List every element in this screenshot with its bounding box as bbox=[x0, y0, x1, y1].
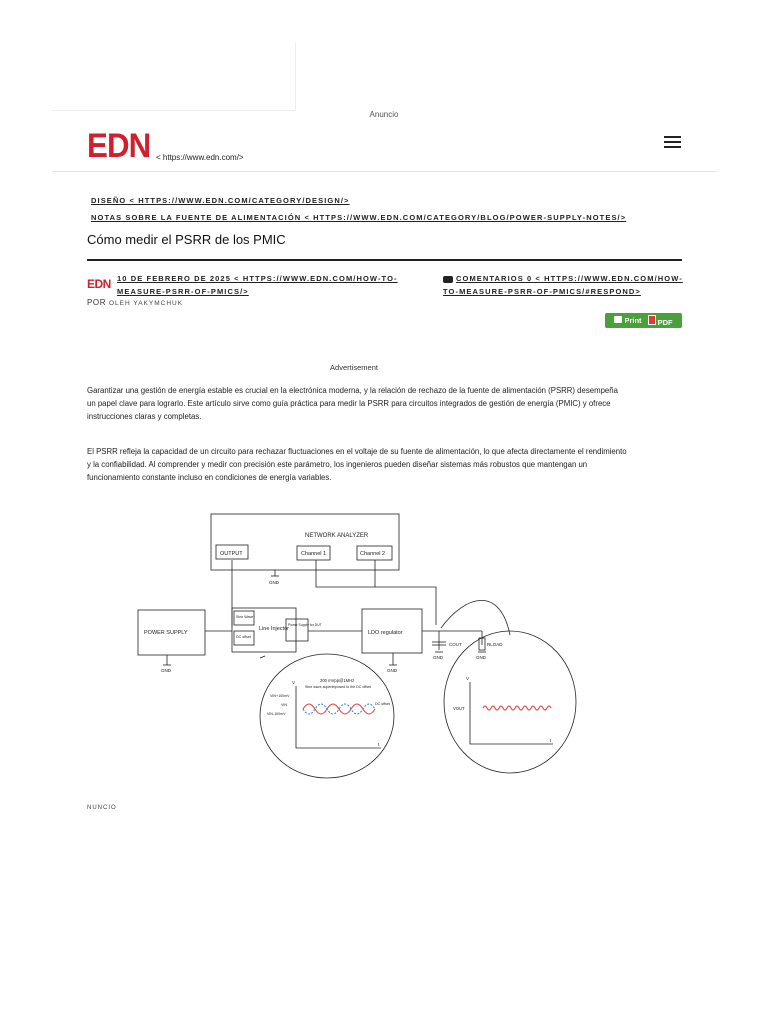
printer-icon bbox=[614, 316, 622, 323]
print-pdf-button[interactable] bbox=[605, 313, 682, 328]
channel2-label: Channel 2 bbox=[360, 551, 386, 557]
psrr-measurement-diagram bbox=[135, 510, 585, 785]
title-divider bbox=[87, 259, 682, 261]
cout-label: COUT bbox=[449, 642, 462, 647]
vout-label: VOUT bbox=[453, 706, 465, 711]
rload-label: RLOAD bbox=[487, 642, 503, 647]
header-divider bbox=[52, 171, 717, 172]
gnd-label-supply: GND bbox=[161, 668, 171, 673]
edn-logo[interactable]: EDN bbox=[87, 127, 151, 165]
vin-label: VIN bbox=[281, 703, 287, 707]
ad-label: Anuncio bbox=[369, 110, 399, 119]
byline-prefix: POR bbox=[87, 298, 107, 307]
output-label: OUTPUT bbox=[220, 551, 243, 557]
hamburger-menu-icon[interactable] bbox=[664, 136, 681, 149]
byline bbox=[87, 298, 183, 307]
gnd-label-analyzer: GND bbox=[269, 580, 279, 585]
footer-ad-label: NUNCIO bbox=[87, 805, 117, 811]
pdf-icon bbox=[648, 315, 656, 325]
left-axis-t: t bbox=[378, 742, 380, 747]
right-axis-t: t bbox=[550, 738, 552, 743]
sine-wave-label: Sine Wave bbox=[236, 615, 254, 619]
dc-offset-box-label: DC offset bbox=[236, 635, 251, 639]
page-title: Cómo medir el PSRR de los PMIC bbox=[87, 232, 286, 247]
gnd-label-cout: GND bbox=[433, 655, 443, 660]
paragraph-2: El PSRR refleja la capacidad de un circuito para rechazar fluctuaciones en el voltaje de su fuente de alimentación, lo que afecta directamente el rendimiento y la confiabilidad. Al comprender y medir con precisión este parámetro, los ingenieros pueden diseñar sistemas más robustos que mantengan un funcionamiento constante incluso en condiciones de energía variables. bbox=[87, 447, 627, 482]
dc-offset-wave-label: DC offset bbox=[375, 702, 390, 706]
comments-link[interactable] bbox=[443, 272, 683, 298]
gnd-label-rload: GND bbox=[476, 655, 486, 660]
comment-icon bbox=[443, 276, 453, 283]
output-waveform-bubble bbox=[444, 631, 576, 773]
author-logo: EDN bbox=[87, 277, 111, 291]
author-name[interactable]: OLEH YAKYMCHUK bbox=[108, 300, 184, 307]
wave-annotation-1: 200 mVpp@1MHz bbox=[320, 678, 355, 683]
wave-annotation-2: Sine wave superimposed to the DC offset bbox=[305, 685, 372, 689]
date-link[interactable]: 10 DE FEBRERO DE 2025 < HTTPS://WWW.EDN.COM/HOW-TO-MEASURE-PSRR-OF-PMICS/> bbox=[117, 274, 398, 296]
pdf-label: PDF bbox=[657, 317, 673, 327]
print-label: Print bbox=[624, 316, 642, 325]
advertisement-label: Advertisement bbox=[330, 363, 378, 372]
power-supply-label: POWER SUPPLY bbox=[144, 630, 188, 636]
vin-max-label: VIN+100mV bbox=[270, 694, 290, 698]
vin-min-label: VIN-100mV bbox=[267, 712, 286, 716]
channel1-label: Channel 1 bbox=[301, 551, 327, 557]
comments-link-text[interactable]: COMENTARIOS 0 < HTTPS://WWW.EDN.COM/HOW-TO-MEASURE-PSRR-OF-PMICS/#RESPOND> bbox=[443, 274, 683, 296]
right-axis-v: V bbox=[466, 676, 470, 681]
breadcrumb-power-supply-notes[interactable]: NOTAS SOBRE LA FUENTE DE ALIMENTACIÓN < HTTPS://WWW.EDN.COM/CATEGORY/BLOG/POWER-SUPPLY-NOTES/> bbox=[91, 213, 627, 222]
ldo-regulator-label: LDO regulator bbox=[368, 630, 403, 636]
logo-link-text[interactable]: < https://www.edn.com/> bbox=[156, 153, 244, 162]
gnd-label-ldo: GND bbox=[387, 668, 397, 673]
ad-slot bbox=[52, 42, 296, 111]
power-supply-dut-label: Power Supply for DUT bbox=[288, 623, 322, 627]
network-analyzer-label: NETWORK ANALYZER bbox=[305, 533, 369, 539]
breadcrumb-design[interactable]: DISEÑO < HTTPS://WWW.EDN.COM/CATEGORY/DESIGN/> bbox=[91, 196, 350, 205]
input-waveform-bubble bbox=[260, 654, 394, 778]
left-axis-v: V bbox=[292, 680, 296, 685]
line-injector-label: Line Injector bbox=[259, 626, 289, 632]
paragraph-1: Garantizar una gestión de energía estable es crucial en la electrónica moderna, y la relación de rechazo de la fuente de alimentación (PSRR) desempeña un papel clave para lograrlo. Este artículo sirve como guía práctica para medir la PSRR para circuitos integrados de gestión de energía (PMIC) y ofrece instrucciones claras y completas. bbox=[87, 386, 618, 421]
network-analyzer-box bbox=[211, 514, 399, 570]
